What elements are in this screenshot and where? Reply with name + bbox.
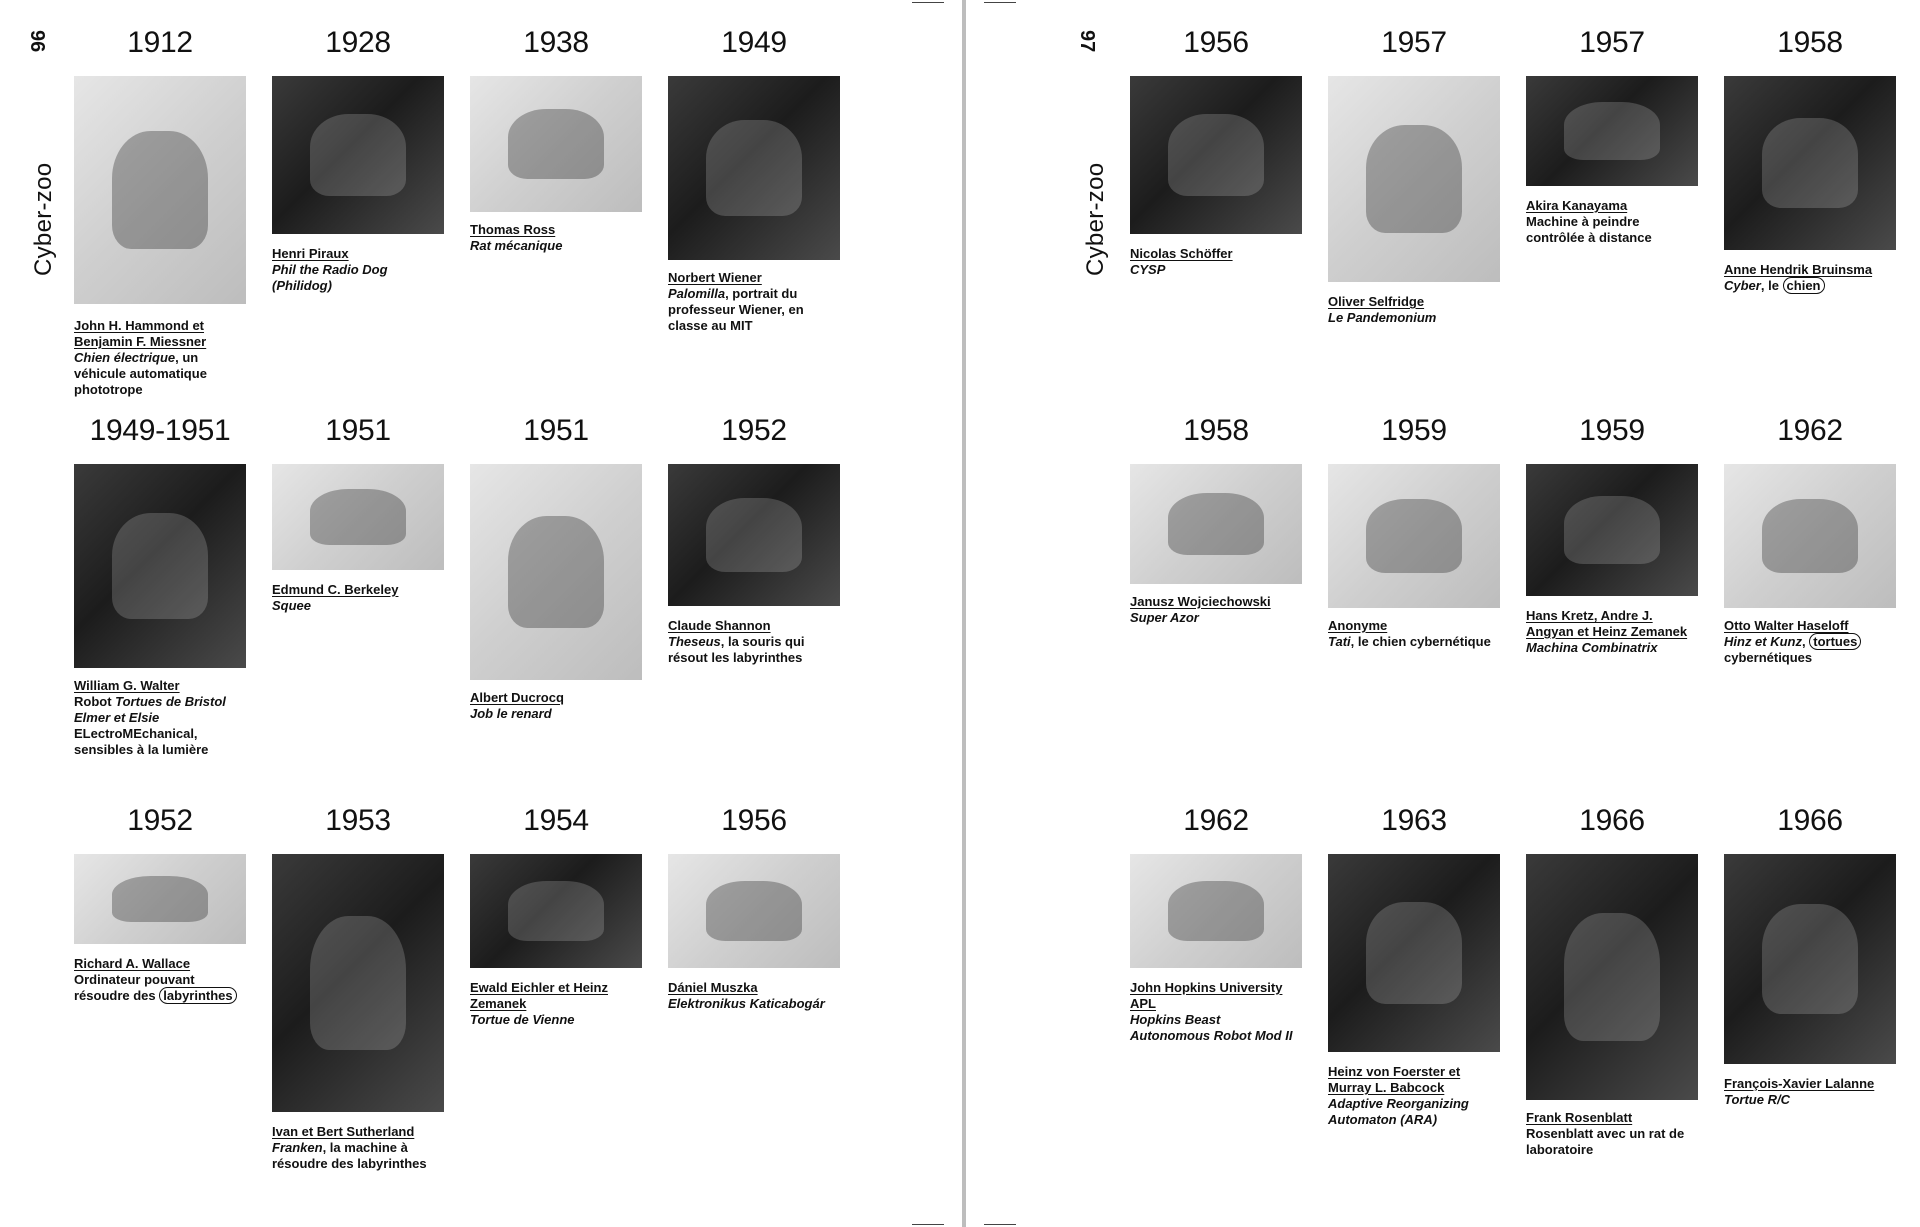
crop-mark bbox=[984, 1224, 1016, 1225]
entry-author[interactable]: Claude Shannon bbox=[668, 618, 771, 633]
entry-year: 1962 bbox=[1183, 804, 1249, 837]
robot-turtle-photo bbox=[470, 854, 642, 968]
entry-year: 1952 bbox=[721, 414, 787, 447]
entry-description: ELectroMEchanical, sensibles à la lumière bbox=[74, 726, 209, 757]
entry-title: Super Azor bbox=[1130, 610, 1199, 625]
entry-author[interactable]: John H. Hammond et Benjamin F. Miessner bbox=[74, 318, 207, 349]
entry-year: 1938 bbox=[523, 26, 589, 59]
entry-title: Hinz et Kunz bbox=[1724, 634, 1802, 649]
robot-squirrel-photo bbox=[272, 464, 444, 570]
ladybug-robot-photo bbox=[668, 854, 840, 968]
lab-photo bbox=[1526, 854, 1698, 1100]
entry-year: 1958 bbox=[1777, 26, 1843, 59]
entry-title: Phil the Radio Dog (Philidog) bbox=[272, 262, 388, 293]
entry-author[interactable]: Akira Kanayama bbox=[1526, 198, 1628, 213]
robot-fox-photo bbox=[470, 464, 642, 680]
entry-title: Machina Combinatrix bbox=[1526, 640, 1658, 655]
portrait-photo bbox=[668, 76, 840, 260]
entry-author[interactable]: François-Xavier Lalanne bbox=[1724, 1076, 1875, 1091]
entry-author[interactable]: William G. Walter bbox=[74, 678, 180, 693]
entry-year: 1966 bbox=[1777, 804, 1843, 837]
entry-description: cybernétiques bbox=[1724, 650, 1813, 665]
robot-dog-photo bbox=[1724, 76, 1896, 250]
entry-description-prefix: , bbox=[1802, 634, 1806, 649]
entry-description: Machine à peindre contrôlée à distance bbox=[1526, 214, 1652, 245]
entry-author[interactable]: Hans Kretz, Andre J. Angyan et Heinz Zemanek bbox=[1526, 608, 1688, 639]
entry-title: Elektronikus Katicabogár bbox=[668, 996, 825, 1011]
entry-title: Palomilla bbox=[668, 286, 726, 301]
entry-year: 1958 bbox=[1183, 414, 1249, 447]
entry-year: 1951 bbox=[523, 414, 589, 447]
entry-author[interactable]: Ivan et Bert Sutherland bbox=[272, 1124, 415, 1139]
entry-year: 1928 bbox=[325, 26, 391, 59]
entry-author[interactable]: Ewald Eichler et Heinz Zemanek bbox=[470, 980, 608, 1011]
man-with-robot-photo bbox=[1130, 854, 1302, 968]
entry-year: 1956 bbox=[1183, 26, 1249, 59]
crop-mark bbox=[912, 2, 944, 3]
entry-author[interactable]: Heinz von Foerster et Murray L. Babcock bbox=[1328, 1064, 1461, 1095]
entry-year: 1963 bbox=[1381, 804, 1447, 837]
entry-title: Tortue R/C bbox=[1724, 1092, 1790, 1107]
computer-room-photo bbox=[1328, 854, 1500, 1052]
entry-author[interactable]: Albert Ducrocq bbox=[470, 690, 564, 705]
entry-author[interactable]: Richard A. Wallace bbox=[74, 956, 191, 971]
entry-year: 1966 bbox=[1579, 804, 1645, 837]
entry-title: Tortue de Vienne bbox=[470, 1012, 575, 1027]
entry-title: Tati bbox=[1328, 634, 1351, 649]
entry-year: 1912 bbox=[127, 26, 193, 59]
machine-photo bbox=[1526, 464, 1698, 596]
entry-author[interactable]: Nicolas Schöffer bbox=[1130, 246, 1233, 261]
entry-author[interactable]: Edmund C. Berkeley bbox=[272, 582, 399, 597]
entry-author[interactable]: Henri Piraux bbox=[272, 246, 349, 261]
entry-title: Tortues de Bristol Elmer et Elsie bbox=[74, 694, 226, 725]
entry-year: 1951 bbox=[325, 414, 391, 447]
circled-word: chien bbox=[1783, 277, 1825, 294]
entry-author[interactable]: Dániel Muszka bbox=[668, 980, 758, 995]
entry-description: , le bbox=[1760, 278, 1783, 293]
man-with-robot-photo bbox=[272, 854, 444, 1112]
entry-author[interactable]: Oliver Selfridge bbox=[1328, 294, 1425, 309]
entry-author[interactable]: Anonyme bbox=[1328, 618, 1388, 633]
entry-description: Rosenblatt avec un rat de laboratoire bbox=[1526, 1126, 1685, 1157]
newspaper-clipping-image bbox=[74, 76, 246, 304]
entry-title: Rat mécanique bbox=[470, 238, 563, 253]
entry-description: , portrait du professeur Wiener, en classe au MIT bbox=[668, 286, 804, 333]
entry-year: 1952 bbox=[127, 804, 193, 837]
section-title: Cyber-zoo bbox=[30, 162, 57, 276]
circled-word: tortues bbox=[1809, 633, 1861, 650]
entry-year: 1949 bbox=[721, 26, 787, 59]
entry-author[interactable]: Janusz Wojciechowski bbox=[1130, 594, 1271, 609]
entry-description-prefix: Robot bbox=[74, 694, 116, 709]
entry-year: 1954 bbox=[523, 804, 589, 837]
entry-title: Chien électrique bbox=[74, 350, 176, 365]
entry-year: 1949-1951 bbox=[89, 414, 231, 447]
newspaper-clipping-image bbox=[470, 76, 642, 212]
entry-year: 1953 bbox=[325, 804, 391, 837]
entry-title: Job le renard bbox=[470, 706, 552, 721]
robot-vehicle-photo bbox=[1130, 464, 1302, 584]
circled-word: labyrinthes bbox=[159, 987, 236, 1004]
entry-title: Le Pandemonium bbox=[1328, 310, 1437, 325]
entry-title: Squee bbox=[272, 598, 312, 613]
entry-title: Theseus bbox=[668, 634, 721, 649]
entry-year: 1959 bbox=[1381, 414, 1447, 447]
entry-author[interactable]: Frank Rosenblatt bbox=[1526, 1110, 1633, 1125]
entry-author[interactable]: Norbert Wiener bbox=[668, 270, 762, 285]
pandemonium-diagram bbox=[1328, 76, 1500, 282]
entry-author[interactable]: Anne Hendrik Bruinsma bbox=[1724, 262, 1873, 277]
page-number: 96 bbox=[26, 30, 48, 53]
entry-year: 1957 bbox=[1381, 26, 1447, 59]
entry-year: 1956 bbox=[721, 804, 787, 837]
entry-description: , le chien cybernétique bbox=[1350, 634, 1491, 649]
robot-dog-photo bbox=[272, 76, 444, 234]
crop-mark bbox=[984, 2, 1016, 3]
robots-photo bbox=[1724, 464, 1896, 608]
entry-title: Hopkins Beast Autonomous Robot Mod II bbox=[1130, 1012, 1293, 1043]
entry-title: Cyber bbox=[1724, 278, 1761, 293]
entry-description: , un véhicule automatique phototrope bbox=[74, 350, 207, 397]
painting-machine-photo bbox=[1526, 76, 1698, 186]
crop-mark bbox=[912, 1224, 944, 1225]
entry-year: 1957 bbox=[1579, 26, 1645, 59]
circuit-photo bbox=[74, 854, 246, 944]
entry-title: Adaptive Reorganizing Automaton (ARA) bbox=[1328, 1096, 1469, 1127]
entry-year: 1959 bbox=[1579, 414, 1645, 447]
right-page bbox=[966, 0, 1920, 1227]
entry-title: Franken bbox=[272, 1140, 323, 1155]
section-title: Cyber-zoo bbox=[1082, 162, 1109, 276]
men-with-sculpture-photo bbox=[1130, 76, 1302, 234]
entry-author[interactable]: John Hopkins University APL bbox=[1130, 980, 1283, 1011]
entry-description: , la souris qui résout les labyrinthes bbox=[668, 634, 805, 665]
maze-photo bbox=[668, 464, 840, 606]
turtle-sculpture-photo bbox=[1724, 854, 1896, 1064]
entry-author[interactable]: Thomas Ross bbox=[470, 222, 556, 237]
entry-year: 1962 bbox=[1777, 414, 1843, 447]
entry-title: CYSP bbox=[1130, 262, 1166, 277]
robot-dog-photo bbox=[1328, 464, 1500, 608]
man-with-robots-photo bbox=[74, 464, 246, 668]
entry-description: Ordinateur pouvant résoudre des bbox=[74, 972, 195, 1003]
entry-author[interactable]: Otto Walter Haseloff bbox=[1724, 618, 1849, 633]
entry-description: , la machine à résoudre des labyrinthes bbox=[272, 1140, 427, 1171]
page-number: 97 bbox=[1076, 30, 1098, 53]
